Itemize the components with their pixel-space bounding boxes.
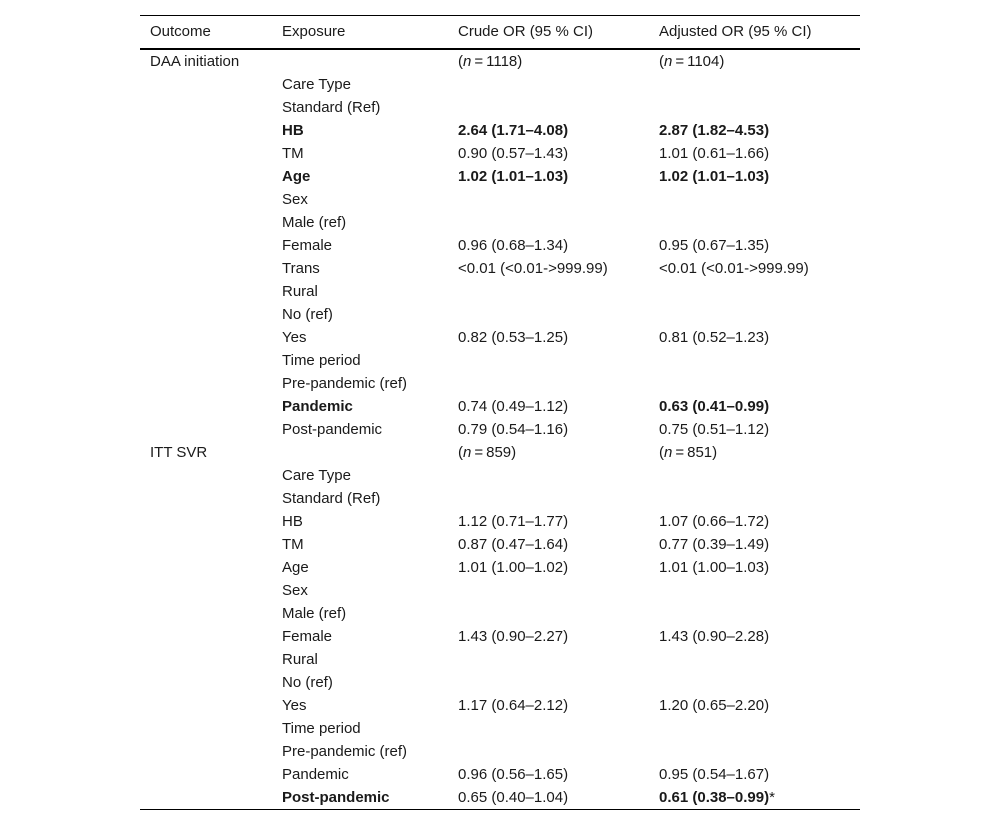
cell-crude-or [458,326,659,349]
cell-adjusted-or [659,73,860,96]
cell-outcome [140,372,282,395]
cell-adjusted-or [659,510,860,533]
cell-exposure-text: Time period [282,352,361,369]
cell-exposure-text: No (ref) [282,674,333,691]
cell-outcome [140,257,282,280]
cell-exposure [282,671,458,694]
cell-exposure-text: Sex [282,582,308,599]
cell-exposure-text: Yes [282,697,307,714]
cell-exposure [282,349,458,372]
n-symbol: n [664,444,673,461]
cell-crude-or [458,303,659,326]
cell-adjusted-or [659,349,860,372]
cell-outcome [140,510,282,533]
cell-crude-or: (n = 1118) [458,53,523,70]
significance-note: * [769,789,775,806]
header-exposure: Exposure [282,23,346,40]
cell-outcome [140,717,282,740]
cell-exposure [282,395,458,418]
cell-adjusted-or [659,763,860,786]
cell-exposure [282,211,458,234]
cell-outcome [140,763,282,786]
table-row [140,579,860,602]
table-row [140,326,860,349]
table-row [140,119,860,142]
cell-adjusted-or [659,556,860,579]
table-row [140,625,860,648]
table-row [140,303,860,326]
cell-crude-or-text: 0.90 (0.57–1.43) [458,145,569,162]
cell-adjusted-or [659,786,860,809]
cell-outcome [140,211,282,234]
cell-exposure [282,188,458,211]
cell-exposure-text: Standard (Ref) [282,490,381,507]
cell-exposure-text: Age [282,168,311,185]
cell-adjusted-or [659,188,860,211]
cell-outcome [140,165,282,188]
cell-adjusted-or [659,372,860,395]
table-row [140,694,860,717]
cell-adjusted-or [659,234,860,257]
cell-adjusted-or [659,119,860,142]
cell-adjusted-or [659,602,860,625]
cell-outcome [140,303,282,326]
table-row [140,487,860,510]
cell-crude-or-text: 0.79 (0.54–1.16) [458,421,569,438]
table-row [140,142,860,165]
cell-adjusted-or [659,487,860,510]
table-row [140,418,860,441]
cell-exposure [282,165,458,188]
table-row [140,257,860,280]
cell-adjusted-or [659,211,860,234]
table-row [140,602,860,625]
table-row [140,211,860,234]
cell-exposure [282,441,458,464]
cell-crude-or [458,257,659,280]
cell-adjusted-or [659,579,860,602]
cell-outcome [140,188,282,211]
cell-adjusted-or-text: 1.20 (0.65–2.20) [659,697,770,714]
cell-exposure-text: Care Type [282,467,351,484]
cell-outcome [140,349,282,372]
cell-exposure-text: Pre-pandemic (ref) [282,743,408,760]
cell-adjusted-or-text: 0.95 (0.67–1.35) [659,237,770,254]
cell-crude-or [458,717,659,740]
cell-adjusted-or [659,464,860,487]
cell-adjusted-or [659,96,860,119]
cell-crude-or: (n = 859) [458,444,517,461]
cell-crude-or [458,786,659,809]
cell-outcome [140,487,282,510]
cell-crude-or [458,464,659,487]
cell-crude-or-text: 0.65 (0.40–1.04) [458,789,569,806]
cell-crude-or [458,349,659,372]
cell-adjusted-or [659,280,860,303]
cell-crude-or-text: 0.82 (0.53–1.25) [458,329,569,346]
cell-crude-or [458,119,659,142]
cell-crude-or [458,165,659,188]
cell-adjusted-or [659,418,860,441]
cell-exposure [282,73,458,96]
cell-crude-or-text: 0.96 (0.56–1.65) [458,766,569,783]
cell-crude-or [458,740,659,763]
cell-exposure-text: TM [282,145,304,162]
cell-outcome [140,671,282,694]
cell-outcome [140,395,282,418]
cell-adjusted-or [659,165,860,188]
cell-crude-or [458,487,659,510]
cell-outcome [140,464,282,487]
cell-crude-or-text: 0.74 (0.49–1.12) [458,398,569,415]
cell-adjusted-or [659,257,860,280]
table-row [140,763,860,786]
cell-exposure-text: Female [282,628,333,645]
cell-crude-or [458,625,659,648]
table-row [140,234,860,257]
table-row [140,188,860,211]
table-row [140,395,860,418]
cell-exposure [282,303,458,326]
cell-adjusted-or-text: 1.43 (0.90–2.28) [659,628,770,645]
cell-outcome [140,280,282,303]
cell-crude-or-text: 1.02 (1.01–1.03) [458,168,569,185]
cell-exposure [282,694,458,717]
cell-outcome [140,418,282,441]
cell-outcome [140,441,282,464]
sample-size: 851 [687,444,713,461]
n-symbol: n [463,53,472,70]
cell-crude-or-text: 1.17 (0.64–2.12) [458,697,569,714]
cell-crude-or [458,671,659,694]
table-row [140,556,860,579]
cell-crude-or [458,234,659,257]
cell-adjusted-or-text: 1.07 (0.66–1.72) [659,513,770,530]
sample-size: 1118 [486,53,518,70]
cell-adjusted-or [659,303,860,326]
cell-crude-or-text: 1.01 (1.00–1.02) [458,559,569,576]
header-outcome: Outcome [150,23,211,40]
cell-exposure [282,119,458,142]
cell-adjusted-or [659,694,860,717]
cell-crude-or-text: 1.43 (0.90–2.27) [458,628,569,645]
table-row [140,533,860,556]
cell-exposure [282,372,458,395]
cell-exposure [282,487,458,510]
table-row [140,349,860,372]
n-symbol: n [664,53,673,70]
cell-adjusted-or-text: 1.02 (1.01–1.03) [659,168,770,185]
sample-size: 859 [486,444,512,461]
cell-exposure-text: Male (ref) [282,214,347,231]
cell-crude-or [458,188,659,211]
cell-outcome [140,142,282,165]
cell-outcome-text: DAA initiation [150,53,240,70]
cell-outcome [140,73,282,96]
cell-adjusted-or-text: 2.87 (1.82–4.53) [659,122,770,139]
cell-exposure-text: Rural [282,283,318,300]
cell-adjusted-or-text: 0.75 (0.51–1.12) [659,421,770,438]
odds-ratio-table [140,15,860,810]
table-row [140,165,860,188]
cell-exposure [282,786,458,809]
table-body [140,50,860,809]
cell-outcome [140,50,282,73]
table-row [140,280,860,303]
cell-crude-or [458,96,659,119]
cell-crude-or-text: 2.64 (1.71–4.08) [458,122,569,139]
cell-adjusted-or: (n = 1104) [659,53,725,70]
cell-exposure-text: Rural [282,651,318,668]
cell-adjusted-or-text: 1.01 (1.00–1.03) [659,559,770,576]
cell-crude-or [458,73,659,96]
cell-crude-or [458,579,659,602]
cell-outcome [140,648,282,671]
cell-crude-or [458,418,659,441]
cell-crude-or [458,142,659,165]
cell-crude-or-text: <0.01 (<0.01->999.99) [458,260,608,277]
table-bottom-rule [140,809,860,810]
cell-exposure-text: Care Type [282,76,351,93]
cell-crude-or [458,280,659,303]
cell-exposure-text: Post-pandemic [282,421,383,438]
cell-exposure [282,763,458,786]
cell-exposure-text: Time period [282,720,361,737]
cell-adjusted-or [659,326,860,349]
cell-adjusted-or-text: 0.77 (0.39–1.49) [659,536,770,553]
cell-exposure [282,464,458,487]
cell-exposure [282,579,458,602]
cell-exposure [282,418,458,441]
cell-exposure [282,280,458,303]
header-crude-or: Crude OR (95 % CI) [458,23,594,40]
cell-exposure-text: Pre-pandemic (ref) [282,375,408,392]
cell-outcome-text: ITT SVR [150,444,208,461]
table-row [140,510,860,533]
cell-adjusted-or [659,648,860,671]
cell-adjusted-or [659,671,860,694]
cell-crude-or-text: 0.96 (0.68–1.34) [458,237,569,254]
cell-exposure-text: TM [282,536,304,553]
cell-exposure-text: Male (ref) [282,605,347,622]
table-row [140,740,860,763]
cell-adjusted-or [659,395,860,418]
cell-adjusted-or-text: 0.81 (0.52–1.23) [659,329,770,346]
cell-crude-or [458,602,659,625]
cell-crude-or-text: 0.87 (0.47–1.64) [458,536,569,553]
cell-exposure [282,717,458,740]
cell-exposure [282,510,458,533]
cell-crude-or [458,556,659,579]
table-header-row [140,16,860,48]
table-row [140,50,860,73]
cell-exposure [282,602,458,625]
cell-adjusted-or-text: 1.01 (0.61–1.66) [659,145,770,162]
cell-adjusted-or-text: <0.01 (<0.01->999.99) [659,260,809,277]
cell-exposure [282,556,458,579]
cell-exposure [282,740,458,763]
cell-crude-or [458,648,659,671]
table-row [140,648,860,671]
cell-outcome [140,579,282,602]
cell-adjusted-or: (n = 851) [659,444,718,461]
cell-exposure-text: Pandemic [282,398,353,415]
cell-crude-or [458,533,659,556]
cell-outcome [140,694,282,717]
cell-exposure-text: Yes [282,329,307,346]
cell-outcome [140,119,282,142]
table-row [140,786,860,809]
cell-exposure [282,257,458,280]
cell-crude-or [458,395,659,418]
cell-exposure [282,142,458,165]
cell-exposure [282,533,458,556]
cell-outcome [140,602,282,625]
cell-exposure [282,96,458,119]
cell-exposure-text: Female [282,237,333,254]
table-row [140,671,860,694]
cell-adjusted-or [659,740,860,763]
cell-exposure-text: Post-pandemic [282,789,390,806]
cell-outcome [140,96,282,119]
cell-adjusted-or [659,625,860,648]
cell-outcome [140,234,282,257]
cell-exposure-text: HB [282,122,304,139]
cell-crude-or [458,763,659,786]
cell-adjusted-or-text: 0.63 (0.41–0.99) [659,398,770,415]
cell-exposure-text: Age [282,559,309,576]
cell-outcome [140,740,282,763]
cell-adjusted-or-text: 0.61 (0.38–0.99) [659,789,770,806]
cell-exposure-text: Standard (Ref) [282,99,381,116]
cell-exposure-text: No (ref) [282,306,333,323]
cell-crude-or [458,372,659,395]
cell-adjusted-or-text: 0.95 (0.54–1.67) [659,766,770,783]
cell-exposure-text: Sex [282,191,308,208]
table-row [140,717,860,740]
table-row [140,372,860,395]
cell-outcome [140,533,282,556]
cell-exposure [282,648,458,671]
cell-exposure [282,50,458,73]
cell-outcome [140,556,282,579]
table-row [140,441,860,464]
cell-exposure [282,234,458,257]
cell-crude-or [458,510,659,533]
cell-crude-or [458,694,659,717]
cell-outcome [140,625,282,648]
cell-exposure-text: Pandemic [282,766,349,783]
header-adjusted-or: Adjusted OR (95 % CI) [659,23,812,40]
cell-outcome [140,326,282,349]
sample-size: 1104 [687,53,720,70]
cell-adjusted-or [659,717,860,740]
cell-exposure [282,326,458,349]
cell-adjusted-or [659,533,860,556]
cell-adjusted-or [659,142,860,165]
cell-exposure [282,625,458,648]
cell-crude-or-text: 1.12 (0.71–1.77) [458,513,569,530]
cell-exposure-text: HB [282,513,303,530]
cell-exposure-text: Trans [282,260,320,277]
table-row [140,73,860,96]
cell-outcome [140,786,282,809]
table-row [140,96,860,119]
table-row [140,464,860,487]
cell-crude-or [458,211,659,234]
n-symbol: n [463,444,472,461]
